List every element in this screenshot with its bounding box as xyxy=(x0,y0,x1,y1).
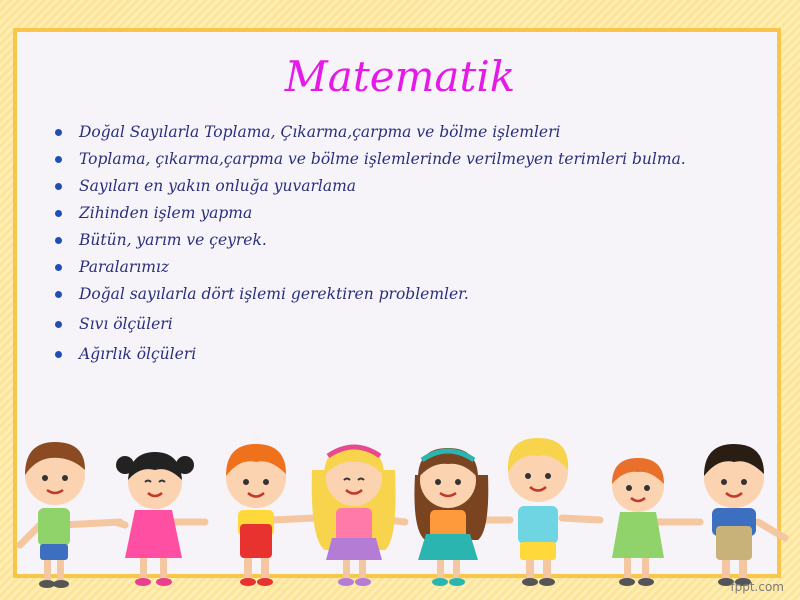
child-figure xyxy=(414,448,510,586)
bullet-text: Ağırlık ölçüleri xyxy=(79,345,197,363)
bullet-text: Paralarımız xyxy=(79,258,170,276)
bullet-item xyxy=(55,119,755,146)
bullet-icon xyxy=(55,210,62,217)
slide-title: Matematik xyxy=(284,52,516,101)
child-figure xyxy=(508,438,600,586)
bullet-item xyxy=(55,254,755,281)
bullet-list xyxy=(55,119,755,368)
bullet-text: Zihinden işlem yapma xyxy=(79,204,253,222)
child-figure xyxy=(226,444,315,586)
bullet-text: Sıvı ölçüleri xyxy=(79,315,173,333)
bullet-item xyxy=(55,311,755,338)
bullet-text: Sayıları en yakın onluğa yuvarlama xyxy=(79,177,357,195)
bullet-icon xyxy=(55,237,62,244)
bullet-icon xyxy=(55,321,62,328)
watermark: fppt.com xyxy=(730,580,784,594)
child-figure xyxy=(115,452,205,586)
bullet-icon xyxy=(55,156,62,163)
bullet-text: Toplama, çıkarma,çarpma ve bölme işlemlerinde verilmeyen terimleri bulma. xyxy=(79,150,686,168)
bullet-item xyxy=(55,341,755,368)
bullet-text: Doğal sayılarla dört işlemi gerektiren problemler. xyxy=(79,285,469,303)
child-figure xyxy=(612,458,700,586)
bullet-item xyxy=(55,281,755,308)
child-figure xyxy=(704,444,785,586)
child-figure xyxy=(20,442,120,588)
bullet-text: Bütün, yarım ve çeyrek. xyxy=(79,231,267,249)
bullet-icon xyxy=(55,264,62,271)
bullet-item xyxy=(55,146,755,173)
bullet-icon xyxy=(55,129,62,136)
bullet-icon xyxy=(55,291,62,298)
bullet-item xyxy=(55,173,755,200)
bullet-item xyxy=(55,227,755,254)
bullet-text: Doğal Sayılarla Toplama, Çıkarma,çarpma ve bölme işlemleri xyxy=(79,123,561,141)
bullet-icon xyxy=(55,183,62,190)
bullet-icon xyxy=(55,351,62,358)
child-figure xyxy=(312,446,405,586)
bullet-item xyxy=(55,200,755,227)
children-holding-hands-illustration xyxy=(0,430,800,600)
